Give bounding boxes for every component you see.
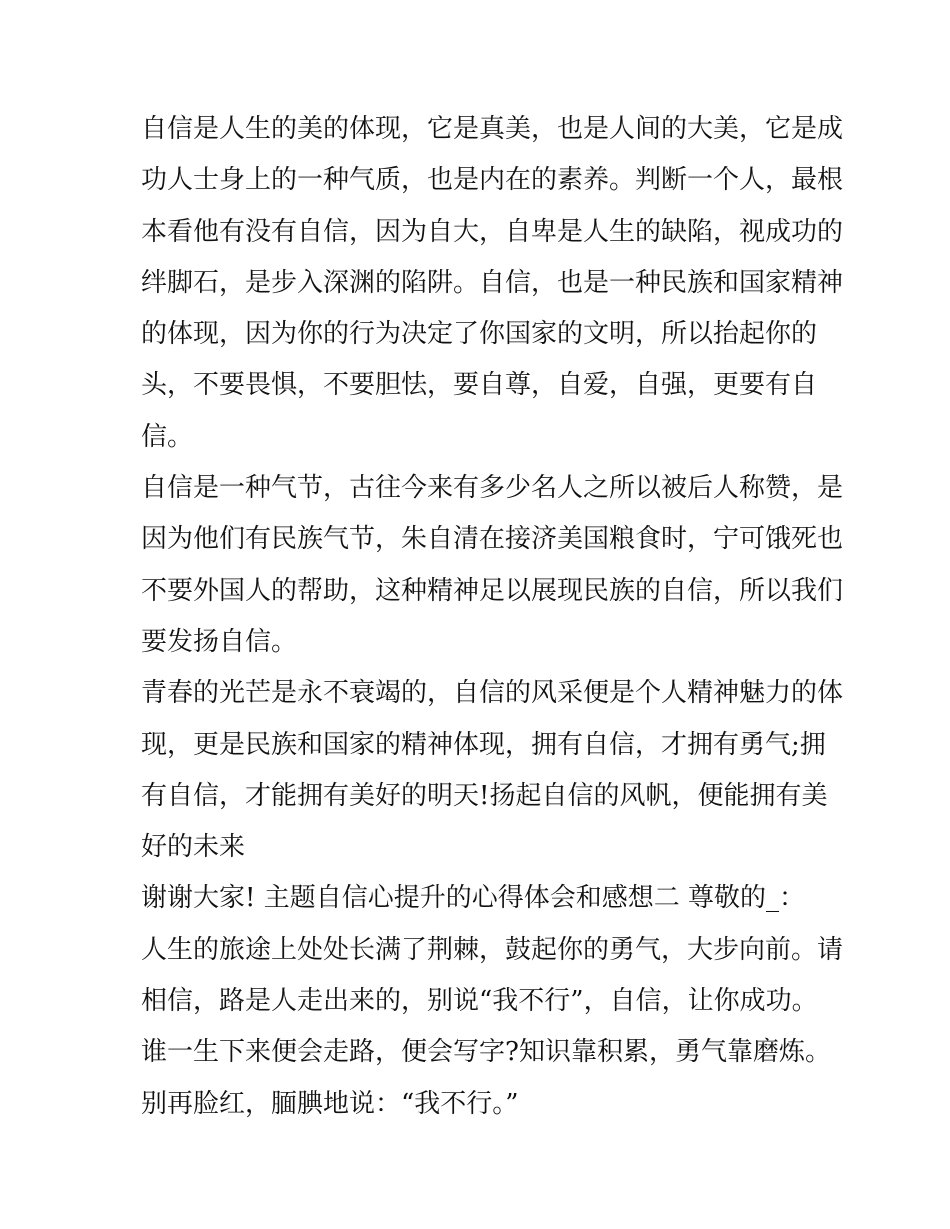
text-line: 因为他们有民族气节，朱自清在接济美国粮食时，宁可饿死也	[141, 524, 844, 555]
text-line: 头，不要畏惧，不要胆怯，要自尊，自爱，自强，更要有自	[141, 370, 818, 401]
text-line: 功人士身上的一种气质，也是内在的素养。判断一个人，最根	[141, 165, 844, 196]
text-line: 自信是人生的美的体现，它是真美，也是人间的大美，它是成	[141, 114, 844, 144]
body-text	[141, 104, 844, 1130]
text-line: 本看他有没有自信，因为自大，自卑是人生的缺陷，视成功的	[141, 216, 844, 247]
text-line: 相信，路是人走出来的，别说“我不行”，自信，让你成功。	[141, 986, 818, 1017]
text-line: 有自信，才能拥有美好的明天!扬起自信的风帆，便能拥有美	[141, 780, 828, 811]
text-line: 绊脚石，是步入深渊的陷阱。自信，也是一种民族和国家精神	[141, 267, 844, 298]
text-line: 好的未来	[141, 832, 246, 863]
text-line: 别再脸红，腼腆地说：“我不行。”	[141, 1088, 519, 1119]
text-line: 的体现，因为你的行为决定了你国家的文明，所以抬起你的	[141, 319, 818, 350]
text-line: 现，更是民族和国家的精神体现，拥有自信，才拥有勇气;拥	[141, 729, 826, 760]
text-line: 信。	[141, 421, 194, 452]
text-line: 要发扬自信。	[141, 626, 298, 657]
text-line: 不要外国人的帮助，这种精神足以展现民族的自信，所以我们	[141, 575, 844, 606]
text-line: 青春的光芒是永不衰竭的，自信的风采便是个人精神魅力的体	[141, 678, 844, 709]
text-line: 人生的旅途上处处长满了荆棘，鼓起你的勇气，大步向前。请	[141, 934, 844, 965]
text-line: 自信是一种气节，古往今来有多少名人之所以被后人称赞，是	[141, 473, 844, 504]
text-line: 谁一生下来便会走路，便会写字?知识靠积累，勇气靠磨炼。	[141, 1037, 831, 1068]
text-line: 谢谢大家! 主题自信心提升的心得体会和感想二 尊敬的_：	[141, 883, 805, 914]
